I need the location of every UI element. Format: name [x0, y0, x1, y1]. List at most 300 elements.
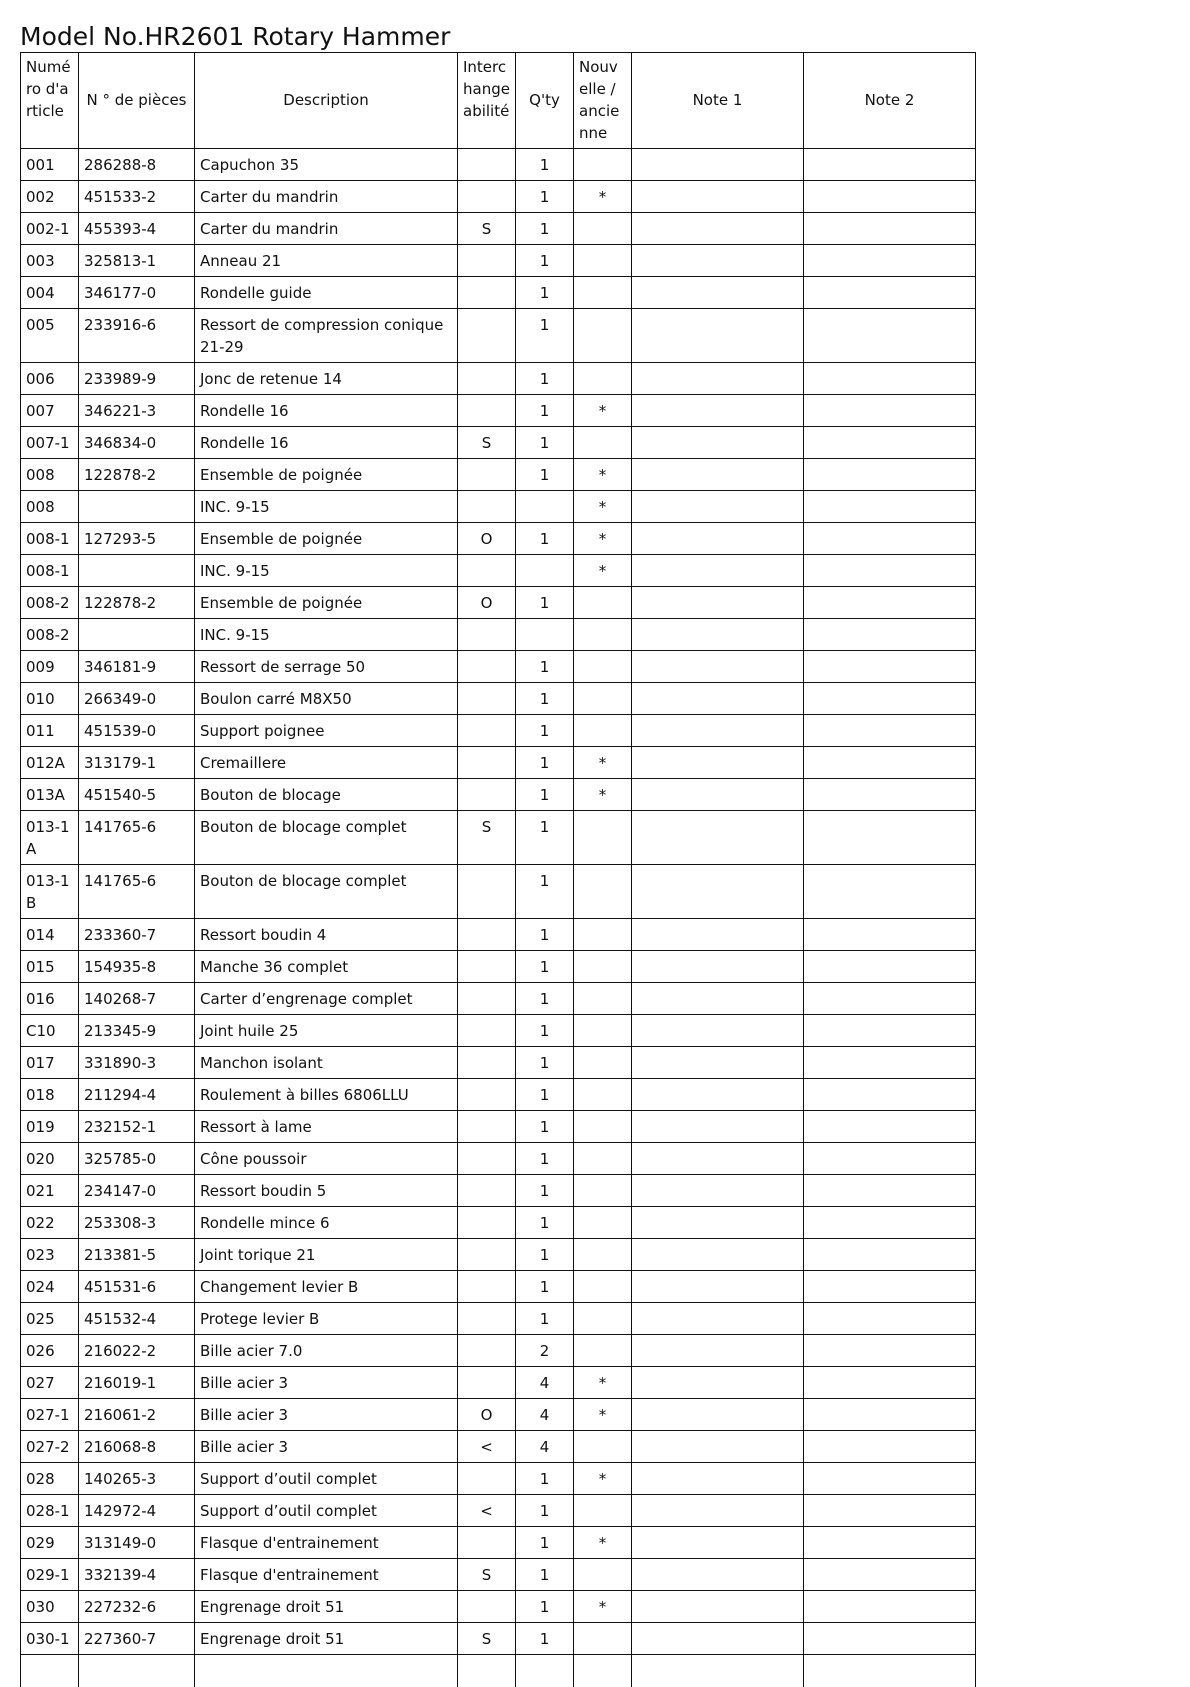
cell-description: INC. 9-15	[195, 491, 458, 523]
cell-part-no: 141765-6	[79, 865, 195, 919]
table-row	[21, 523, 976, 555]
cell-item-no: 001	[21, 149, 79, 181]
cell-part-no: 451532-4	[79, 1303, 195, 1335]
cell-interchangeability	[458, 1271, 516, 1303]
cell-new-old	[574, 983, 632, 1015]
table-row	[21, 149, 976, 181]
cell-note-1	[632, 1111, 804, 1143]
cell-part-no	[79, 1655, 195, 1687]
cell-interchangeability	[458, 1367, 516, 1399]
cell-part-no: 141765-6	[79, 811, 195, 865]
cell-interchangeability	[458, 309, 516, 363]
cell-interchangeability: S	[458, 1559, 516, 1591]
cell-note-2	[804, 1559, 976, 1591]
cell-note-2	[804, 1047, 976, 1079]
cell-new-old: *	[574, 747, 632, 779]
cell-description: Flasque d'entrainement	[195, 1559, 458, 1591]
cell-interchangeability: S	[458, 811, 516, 865]
cell-note-1	[632, 1079, 804, 1111]
cell-item-no: 009	[21, 651, 79, 683]
table-row	[21, 1463, 976, 1495]
cell-item-no: 017	[21, 1047, 79, 1079]
cell-interchangeability	[458, 245, 516, 277]
table-row	[21, 213, 976, 245]
cell-part-no: 216061-2	[79, 1399, 195, 1431]
cell-item-no: 002-1	[21, 213, 79, 245]
cell-note-2	[804, 309, 976, 363]
cell-note-2	[804, 1175, 976, 1207]
cell-qty: 4	[516, 1399, 574, 1431]
cell-interchangeability	[458, 555, 516, 587]
cell-description: Bille acier 3	[195, 1431, 458, 1463]
cell-qty: 1	[516, 951, 574, 983]
cell-description: Engrenage droit 51	[195, 1623, 458, 1655]
cell-note-1	[632, 395, 804, 427]
table-row	[21, 865, 976, 919]
cell-qty: 1	[516, 213, 574, 245]
cell-description: Changement levier B	[195, 1271, 458, 1303]
cell-description: Jonc de retenue 14	[195, 363, 458, 395]
cell-new-old	[574, 951, 632, 983]
cell-description: Bouton de blocage complet	[195, 811, 458, 865]
header-interchangeability: Interchangeabilité	[458, 53, 516, 149]
cell-interchangeability: S	[458, 427, 516, 459]
cell-part-no: 346834-0	[79, 427, 195, 459]
cell-description: Bouton de blocage complet	[195, 865, 458, 919]
cell-note-2	[804, 1271, 976, 1303]
cell-note-2	[804, 1655, 976, 1687]
cell-qty: 4	[516, 1367, 574, 1399]
cell-note-1	[632, 651, 804, 683]
cell-description: Cremaillere	[195, 747, 458, 779]
cell-qty: 1	[516, 245, 574, 277]
cell-part-no: 140268-7	[79, 983, 195, 1015]
cell-note-2	[804, 1111, 976, 1143]
cell-interchangeability	[458, 1175, 516, 1207]
cell-item-no: 013-1A	[21, 811, 79, 865]
cell-item-no: C10	[21, 1015, 79, 1047]
cell-qty: 1	[516, 651, 574, 683]
cell-note-1	[632, 619, 804, 651]
cell-note-2	[804, 919, 976, 951]
cell-note-2	[804, 1463, 976, 1495]
table-row	[21, 1175, 976, 1207]
cell-item-no: 029	[21, 1527, 79, 1559]
cell-note-2	[804, 715, 976, 747]
cell-new-old	[574, 1271, 632, 1303]
cell-note-2	[804, 181, 976, 213]
cell-note-1	[632, 1207, 804, 1239]
cell-item-no: 007	[21, 395, 79, 427]
cell-note-2	[804, 395, 976, 427]
cell-note-1	[632, 1495, 804, 1527]
cell-part-no: 455393-4	[79, 213, 195, 245]
table-row	[21, 363, 976, 395]
cell-part-no	[79, 555, 195, 587]
table-row	[21, 1335, 976, 1367]
cell-part-no: 253308-3	[79, 1207, 195, 1239]
cell-qty	[516, 619, 574, 651]
cell-note-2	[804, 1623, 976, 1655]
cell-qty	[516, 555, 574, 587]
cell-qty: 1	[516, 181, 574, 213]
cell-note-1	[632, 683, 804, 715]
cell-description: Ressort boudin 4	[195, 919, 458, 951]
cell-note-1	[632, 149, 804, 181]
cell-note-1	[632, 1239, 804, 1271]
cell-part-no	[79, 491, 195, 523]
table-row	[21, 919, 976, 951]
cell-part-no: 233989-9	[79, 363, 195, 395]
cell-item-no: 008-1	[21, 523, 79, 555]
cell-part-no: 313149-0	[79, 1527, 195, 1559]
table-row	[21, 1239, 976, 1271]
header-note-1: Note 1	[632, 53, 804, 149]
cell-interchangeability	[458, 779, 516, 811]
page-title: Model No.HR2601 Rotary Hammer	[20, 22, 451, 51]
cell-item-no: 013-1B	[21, 865, 79, 919]
cell-note-1	[632, 1303, 804, 1335]
cell-item-no: 027	[21, 1367, 79, 1399]
cell-description: Ressort boudin 5	[195, 1175, 458, 1207]
cell-interchangeability	[458, 651, 516, 683]
cell-part-no: 234147-0	[79, 1175, 195, 1207]
cell-note-2	[804, 363, 976, 395]
cell-new-old	[574, 1431, 632, 1463]
cell-item-no: 015	[21, 951, 79, 983]
cell-note-1	[632, 427, 804, 459]
cell-note-1	[632, 1047, 804, 1079]
cell-item-no: 005	[21, 309, 79, 363]
table-row	[21, 1143, 976, 1175]
cell-note-2	[804, 983, 976, 1015]
table-row	[21, 1207, 976, 1239]
cell-description: Roulement à billes 6806LLU	[195, 1079, 458, 1111]
cell-note-1	[632, 951, 804, 983]
cell-qty: 1	[516, 1015, 574, 1047]
cell-note-1	[632, 277, 804, 309]
parts-list	[20, 52, 976, 1687]
cell-new-old	[574, 1079, 632, 1111]
cell-note-2	[804, 1207, 976, 1239]
cell-description: Rondelle mince 6	[195, 1207, 458, 1239]
cell-description: Engrenage droit 51	[195, 1591, 458, 1623]
cell-new-old	[574, 1015, 632, 1047]
table-row	[21, 587, 976, 619]
cell-interchangeability	[458, 1303, 516, 1335]
cell-new-old: *	[574, 459, 632, 491]
table-row	[21, 555, 976, 587]
cell-interchangeability	[458, 1111, 516, 1143]
cell-item-no: 021	[21, 1175, 79, 1207]
cell-note-2	[804, 811, 976, 865]
cell-qty: 1	[516, 427, 574, 459]
cell-description: Ressort de serrage 50	[195, 651, 458, 683]
cell-description: Capuchon 35	[195, 149, 458, 181]
cell-note-2	[804, 1015, 976, 1047]
cell-part-no: 325785-0	[79, 1143, 195, 1175]
cell-part-no: 451531-6	[79, 1271, 195, 1303]
cell-part-no: 227232-6	[79, 1591, 195, 1623]
cell-new-old: *	[574, 1591, 632, 1623]
cell-part-no: 346221-3	[79, 395, 195, 427]
cell-new-old	[574, 309, 632, 363]
cell-note-1	[632, 181, 804, 213]
cell-item-no: 030-1	[21, 1623, 79, 1655]
cell-interchangeability	[458, 1527, 516, 1559]
cell-note-2	[804, 213, 976, 245]
cell-item-no: 018	[21, 1079, 79, 1111]
cell-note-2	[804, 459, 976, 491]
cell-new-old	[574, 1111, 632, 1143]
header-part-no: N ° de pièces	[79, 53, 195, 149]
cell-new-old: *	[574, 395, 632, 427]
cell-item-no: 026	[21, 1335, 79, 1367]
cell-description: Protege levier B	[195, 1303, 458, 1335]
cell-new-old: *	[574, 1463, 632, 1495]
cell-note-1	[632, 1527, 804, 1559]
cell-note-1	[632, 983, 804, 1015]
cell-new-old	[574, 865, 632, 919]
cell-qty: 1	[516, 683, 574, 715]
cell-part-no: 232152-1	[79, 1111, 195, 1143]
cell-item-no: 030	[21, 1591, 79, 1623]
table-row	[21, 459, 976, 491]
cell-interchangeability: O	[458, 587, 516, 619]
cell-new-old: *	[574, 1399, 632, 1431]
cell-note-1	[632, 1399, 804, 1431]
table-row	[21, 1527, 976, 1559]
cell-note-1	[632, 919, 804, 951]
parts-table	[20, 52, 976, 1687]
cell-interchangeability	[458, 1335, 516, 1367]
table-row	[21, 1623, 976, 1655]
cell-note-2	[804, 651, 976, 683]
cell-note-1	[632, 245, 804, 277]
cell-part-no: 233360-7	[79, 919, 195, 951]
cell-part-no: 233916-6	[79, 309, 195, 363]
cell-note-2	[804, 523, 976, 555]
cell-part-no: 313179-1	[79, 747, 195, 779]
cell-new-old	[574, 1175, 632, 1207]
cell-note-1	[632, 1655, 804, 1687]
cell-note-1	[632, 213, 804, 245]
cell-item-no: 022	[21, 1207, 79, 1239]
cell-description: Bille acier 7.0	[195, 1335, 458, 1367]
cell-interchangeability	[458, 1207, 516, 1239]
cell-description: Support d’outil complet	[195, 1495, 458, 1527]
table-row	[21, 951, 976, 983]
cell-part-no: 266349-0	[79, 683, 195, 715]
cell-interchangeability	[458, 277, 516, 309]
cell-new-old	[574, 1559, 632, 1591]
cell-description: Carter du mandrin	[195, 181, 458, 213]
cell-new-old	[574, 1143, 632, 1175]
table-row	[21, 427, 976, 459]
cell-note-1	[632, 1367, 804, 1399]
cell-description: INC. 9-15	[195, 619, 458, 651]
cell-interchangeability	[458, 1239, 516, 1271]
cell-part-no: 216022-2	[79, 1335, 195, 1367]
table-row	[21, 1559, 976, 1591]
cell-note-1	[632, 523, 804, 555]
cell-qty: 1	[516, 523, 574, 555]
cell-item-no: 011	[21, 715, 79, 747]
cell-new-old: *	[574, 555, 632, 587]
cell-description: Joint torique 21	[195, 1239, 458, 1271]
cell-new-old: *	[574, 491, 632, 523]
cell-interchangeability	[458, 395, 516, 427]
cell-note-2	[804, 245, 976, 277]
cell-note-2	[804, 865, 976, 919]
cell-note-1	[632, 309, 804, 363]
cell-part-no: 346177-0	[79, 277, 195, 309]
cell-item-no: 003	[21, 245, 79, 277]
cell-qty: 1	[516, 149, 574, 181]
cell-item-no: 025	[21, 1303, 79, 1335]
cell-description: INC. 9-15	[195, 555, 458, 587]
cell-interchangeability: <	[458, 1431, 516, 1463]
table-row	[21, 181, 976, 213]
table-row	[21, 1271, 976, 1303]
cell-note-1	[632, 747, 804, 779]
cell-description: Bouton de blocage	[195, 779, 458, 811]
cell-description: Ressort à lame	[195, 1111, 458, 1143]
cell-part-no: 451533-2	[79, 181, 195, 213]
cell-item-no: 006	[21, 363, 79, 395]
cell-note-2	[804, 1303, 976, 1335]
cell-qty: 1	[516, 919, 574, 951]
cell-new-old	[574, 1623, 632, 1655]
cell-interchangeability	[458, 1143, 516, 1175]
cell-item-no: 013A	[21, 779, 79, 811]
cell-qty: 1	[516, 1527, 574, 1559]
header-note-2: Note 2	[804, 53, 976, 149]
cell-item-no: 019	[21, 1111, 79, 1143]
cell-part-no: 346181-9	[79, 651, 195, 683]
table-row	[21, 1399, 976, 1431]
cell-new-old	[574, 683, 632, 715]
table-row	[21, 747, 976, 779]
cell-item-no: 016	[21, 983, 79, 1015]
cell-note-1	[632, 555, 804, 587]
cell-qty: 1	[516, 715, 574, 747]
cell-note-2	[804, 491, 976, 523]
cell-new-old	[574, 1047, 632, 1079]
cell-note-1	[632, 1175, 804, 1207]
cell-interchangeability: O	[458, 523, 516, 555]
cell-qty: 1	[516, 747, 574, 779]
cell-description: Rondelle 16	[195, 427, 458, 459]
cell-item-no: 008-2	[21, 619, 79, 651]
cell-note-2	[804, 1527, 976, 1559]
table-row	[21, 309, 976, 363]
cell-part-no	[79, 619, 195, 651]
cell-description: Joint huile 25	[195, 1015, 458, 1047]
cell-part-no: 227360-7	[79, 1623, 195, 1655]
cell-new-old	[574, 1335, 632, 1367]
table-row	[21, 1495, 976, 1527]
cell-new-old	[574, 277, 632, 309]
cell-description: Flasque d'entrainement	[195, 1527, 458, 1559]
cell-note-2	[804, 555, 976, 587]
cell-item-no: 028	[21, 1463, 79, 1495]
cell-interchangeability: <	[458, 1495, 516, 1527]
header-description: Description	[195, 53, 458, 149]
cell-part-no: 331890-3	[79, 1047, 195, 1079]
cell-item-no: 020	[21, 1143, 79, 1175]
cell-description: Manchon isolant	[195, 1047, 458, 1079]
cell-description: Ensemble de poignée	[195, 459, 458, 491]
cell-new-old	[574, 1495, 632, 1527]
cell-description: Carter d’engrenage complet	[195, 983, 458, 1015]
cell-new-old	[574, 149, 632, 181]
cell-new-old: *	[574, 1527, 632, 1559]
cell-note-2	[804, 1495, 976, 1527]
cell-interchangeability	[458, 1591, 516, 1623]
table-row	[21, 245, 976, 277]
cell-qty: 1	[516, 811, 574, 865]
cell-interchangeability	[458, 865, 516, 919]
cell-description: Boulon carré M8X50	[195, 683, 458, 715]
cell-qty: 1	[516, 395, 574, 427]
cell-new-old: *	[574, 779, 632, 811]
cell-description: Carter du mandrin	[195, 213, 458, 245]
table-row	[21, 277, 976, 309]
cell-qty: 1	[516, 309, 574, 363]
cell-item-no: 004	[21, 277, 79, 309]
header-qty: Q'ty	[516, 53, 574, 149]
table-body	[21, 149, 976, 1687]
cell-qty: 1	[516, 1463, 574, 1495]
cell-note-1	[632, 1143, 804, 1175]
cell-note-2	[804, 1335, 976, 1367]
cell-note-2	[804, 587, 976, 619]
cell-qty: 1	[516, 1111, 574, 1143]
cell-qty: 1	[516, 363, 574, 395]
cell-description: Support d’outil complet	[195, 1463, 458, 1495]
cell-interchangeability	[458, 491, 516, 523]
cell-part-no: 122878-2	[79, 587, 195, 619]
cell-item-no: 028-1	[21, 1495, 79, 1527]
cell-part-no: 211294-4	[79, 1079, 195, 1111]
cell-item-no: 008-2	[21, 587, 79, 619]
cell-new-old: *	[574, 1367, 632, 1399]
cell-note-1	[632, 1431, 804, 1463]
cell-note-1	[632, 1335, 804, 1367]
cell-new-old: *	[574, 181, 632, 213]
cell-item-no: 007-1	[21, 427, 79, 459]
cell-qty: 1	[516, 1207, 574, 1239]
header-item-no: Numéro d'article	[21, 53, 79, 149]
cell-qty: 1	[516, 277, 574, 309]
cell-note-1	[632, 1559, 804, 1591]
cell-description	[195, 1655, 458, 1687]
cell-interchangeability	[458, 1463, 516, 1495]
cell-description: Ensemble de poignée	[195, 587, 458, 619]
cell-note-1	[632, 779, 804, 811]
cell-part-no: 286288-8	[79, 149, 195, 181]
cell-item-no: 027-1	[21, 1399, 79, 1431]
cell-part-no: 122878-2	[79, 459, 195, 491]
cell-item-no: 029-1	[21, 1559, 79, 1591]
cell-interchangeability	[458, 983, 516, 1015]
table-row	[21, 715, 976, 747]
cell-part-no: 154935-8	[79, 951, 195, 983]
cell-part-no: 216019-1	[79, 1367, 195, 1399]
cell-new-old	[574, 1207, 632, 1239]
header-new-old: Nouvelle / ancienne	[574, 53, 632, 149]
